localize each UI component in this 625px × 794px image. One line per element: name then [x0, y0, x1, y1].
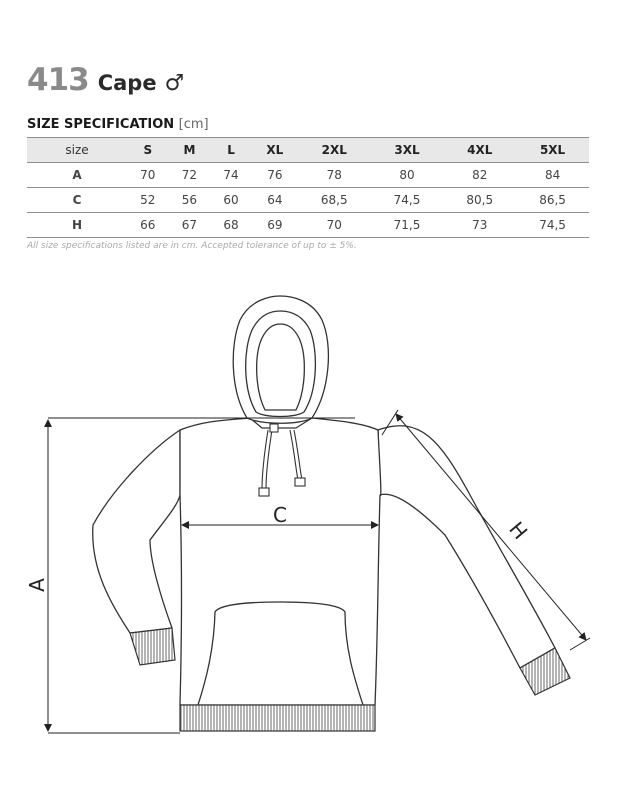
spec-unit: [cm]: [178, 117, 209, 132]
table-cell: 56: [169, 188, 211, 213]
row-label: H: [27, 213, 127, 238]
header-cell: S: [127, 138, 169, 163]
header-cell: size: [27, 138, 127, 163]
table-cell: 86,5: [516, 188, 589, 213]
table-cell: 74,5: [371, 188, 444, 213]
table-cell: 72: [169, 163, 211, 188]
dimension-label-h: H: [504, 517, 533, 544]
table-row: [27, 188, 589, 213]
table-cell: 73: [443, 213, 516, 238]
left-cuff-rib: [130, 628, 175, 665]
header-cell: XL: [252, 138, 298, 163]
table-row: [27, 163, 589, 188]
male-symbol-icon: ♂: [164, 71, 185, 96]
table-cell: 66: [127, 213, 169, 238]
header-cell: M: [169, 138, 211, 163]
right-sleeve: [378, 426, 555, 668]
header-cell: 4XL: [443, 138, 516, 163]
left-sleeve: [93, 430, 180, 633]
product-code: 413: [27, 62, 89, 98]
product-name: Cape: [97, 71, 157, 95]
table-header-row: [27, 138, 589, 163]
table-cell: 52: [127, 188, 169, 213]
table-cell: 64: [252, 188, 298, 213]
table-cell: 76: [252, 163, 298, 188]
waistband-rib: [180, 705, 375, 731]
table-cell: 80: [371, 163, 444, 188]
table-cell: 74: [210, 163, 252, 188]
hoodie-technical-drawing: [0, 280, 625, 760]
table-cell: 71,5: [371, 213, 444, 238]
table-cell: 67: [169, 213, 211, 238]
table-cell: 70: [298, 213, 371, 238]
spec-title: [27, 117, 209, 132]
header-cell: 3XL: [371, 138, 444, 163]
row-label: C: [27, 188, 127, 213]
dimension-label-a: A: [25, 578, 49, 592]
table-cell: 74,5: [516, 213, 589, 238]
kangaroo-pocket: [198, 602, 363, 705]
table-cell: 82: [443, 163, 516, 188]
table-cell: 70: [127, 163, 169, 188]
table-cell: 60: [210, 188, 252, 213]
header-cell: L: [210, 138, 252, 163]
spec-title-text: SIZE SPECIFICATION: [27, 117, 175, 132]
table-cell: 80,5: [443, 188, 516, 213]
table-cell: 68,5: [298, 188, 371, 213]
table-cell: 68: [210, 213, 252, 238]
size-table: [27, 137, 589, 238]
table-cell: 84: [516, 163, 589, 188]
table-cell: 69: [252, 213, 298, 238]
table-row: [27, 213, 589, 238]
product-header: [27, 62, 184, 102]
table-cell: 78: [298, 163, 371, 188]
header-cell: 2XL: [298, 138, 371, 163]
hood-face-opening: [257, 324, 305, 410]
header-cell: 5XL: [516, 138, 589, 163]
row-label: A: [27, 163, 127, 188]
tolerance-note: All size specifications listed are in cm. Accepted tolerance of up to ± 5%.: [27, 241, 357, 251]
dimension-label-c: C: [273, 503, 287, 527]
